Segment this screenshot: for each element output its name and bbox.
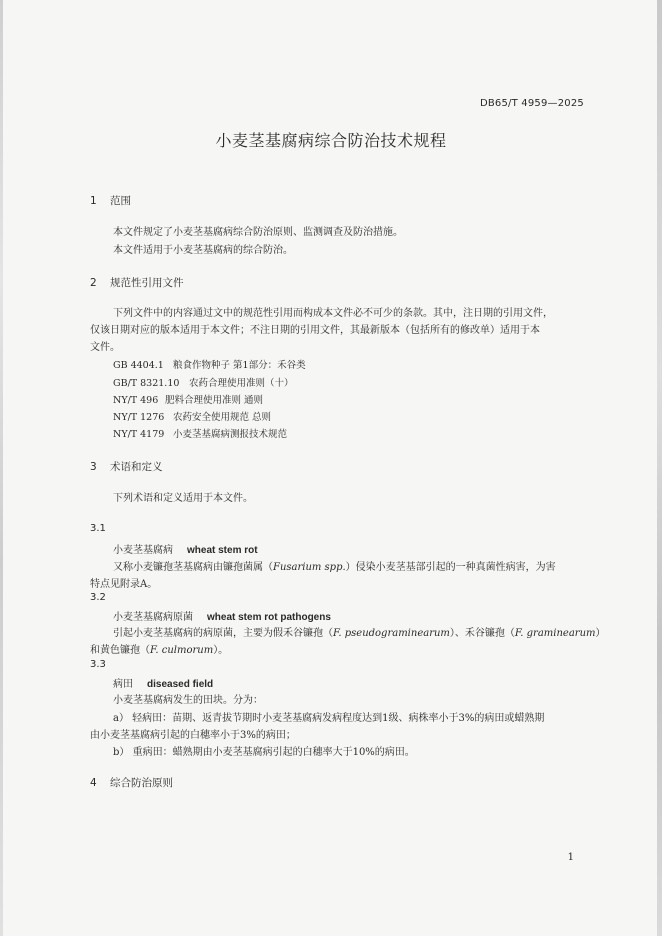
term-heading [113,608,331,623]
definition-text: 又称小麦镰孢茎基腐病由镰孢菌属（ [113,562,273,573]
section-number: 1 [90,195,97,207]
term-en: diseased field [147,679,214,690]
term-heading [113,675,213,690]
definition-text: ）。 [213,645,229,656]
section-2-heading [90,275,184,290]
reference-item [113,375,294,389]
section-title: 规范性引用文件 [110,277,184,289]
list-item-b: b） 重病田：蜡熟期由小麦茎基腐病引起的白穗率大于10%的病田。 [113,747,415,758]
term-heading [113,541,258,556]
reference-code: NY/T 496 [113,395,159,406]
definition-text: ）侵染小麦茎基部引起的一种真菌性病害，为害 [345,562,556,573]
term-definition-line [90,641,228,656]
section-4-heading [90,775,173,790]
reference-item [113,409,271,423]
term-zh: 小麦茎基腐病原菌 [113,612,193,623]
list-item-a: a） 轻病田：苗期、返青拔节期时小麦茎基腐病发病程度达到1级、病株率小于3%的病田或蜡熟期 [113,713,545,724]
paragraph: 本文件规定了小麦茎基腐病综合防治原则、监测调查及防治措施。 [113,227,403,238]
section-number: 3 [90,461,97,473]
term-definition: 小麦茎基腐病发生的田块。分为： [113,695,263,706]
reference-title: 粮食作物种子 第1部分：禾谷类 [173,360,306,371]
latin-name: Fusarium spp. [273,562,346,573]
section-number: 4 [90,777,97,789]
paragraph-line: 文件。 [90,342,120,353]
reference-item [113,426,287,440]
reference-title: 肥料合理使用准则 通则 [165,395,264,406]
section-1-heading [90,193,131,208]
term-definition [113,558,556,573]
term-number: 3.3 [90,659,106,670]
reference-item [113,392,263,406]
definition-text: 和黄色镰孢（ [90,645,150,656]
paragraph: 本文件适用于小麦茎基腐病的综合防治。 [113,245,293,256]
definition-text: ）、禾谷镰孢（ [449,628,515,639]
paragraph-line: 仅该日期对应的版本适用于本文件；不注日期的引用文件，其最新版本（包括所有的修改单）适用于本 [90,325,540,336]
page-number: 1 [567,852,574,863]
reference-item [113,357,306,371]
term-en: wheat stem rot [187,545,258,556]
term-number: 3.1 [90,523,106,534]
document-id: DB65/T 4959—2025 [479,98,584,109]
latin-name: F. pseudograminearum [333,628,450,639]
section-3-heading [90,459,163,474]
reference-code: NY/T 4179 [113,429,165,440]
section-title: 范围 [110,195,131,207]
definition-text: 引起小麦茎基腐病的病原菌，主要为假禾谷镰孢（ [113,628,333,639]
latin-name: F. graminearum [514,628,596,639]
section-title: 综合防治原则 [110,777,173,789]
definition-text: ） [595,628,606,639]
reference-title: 农药安全使用规范 总则 [173,412,272,423]
reference-code: NY/T 1276 [113,412,165,423]
section-number: 2 [90,277,97,289]
term-zh: 病田 [113,679,133,690]
list-item-a-continued: 由小麦茎基腐病引起的白穗率小于3%的病田； [90,730,296,741]
term-definition [113,624,606,639]
term-zh: 小麦茎基腐病 [113,545,173,556]
term-en: wheat stem rot pathogens [207,612,331,623]
reference-title: 农药合理使用准则（十） [189,378,294,389]
paragraph-line: 下列文件中的内容通过文中的规范性引用而构成本文件必不可少的条款。其中，注日期的引用文件， [113,308,553,319]
latin-name: F. culmorum [150,645,214,656]
term-number: 3.2 [90,592,106,603]
reference-code: GB/T 8321.10 [113,378,180,389]
section-title: 术语和定义 [110,461,163,473]
reference-title: 小麦茎基腐病测报技术规范 [173,429,288,440]
term-definition-line: 特点见附录A。 [90,579,158,590]
paragraph: 下列术语和定义适用于本文件。 [113,493,253,504]
reference-code: GB 4404.1 [113,360,164,371]
page-title: 小麦茎基腐病综合防治技术规程 [215,131,447,150]
